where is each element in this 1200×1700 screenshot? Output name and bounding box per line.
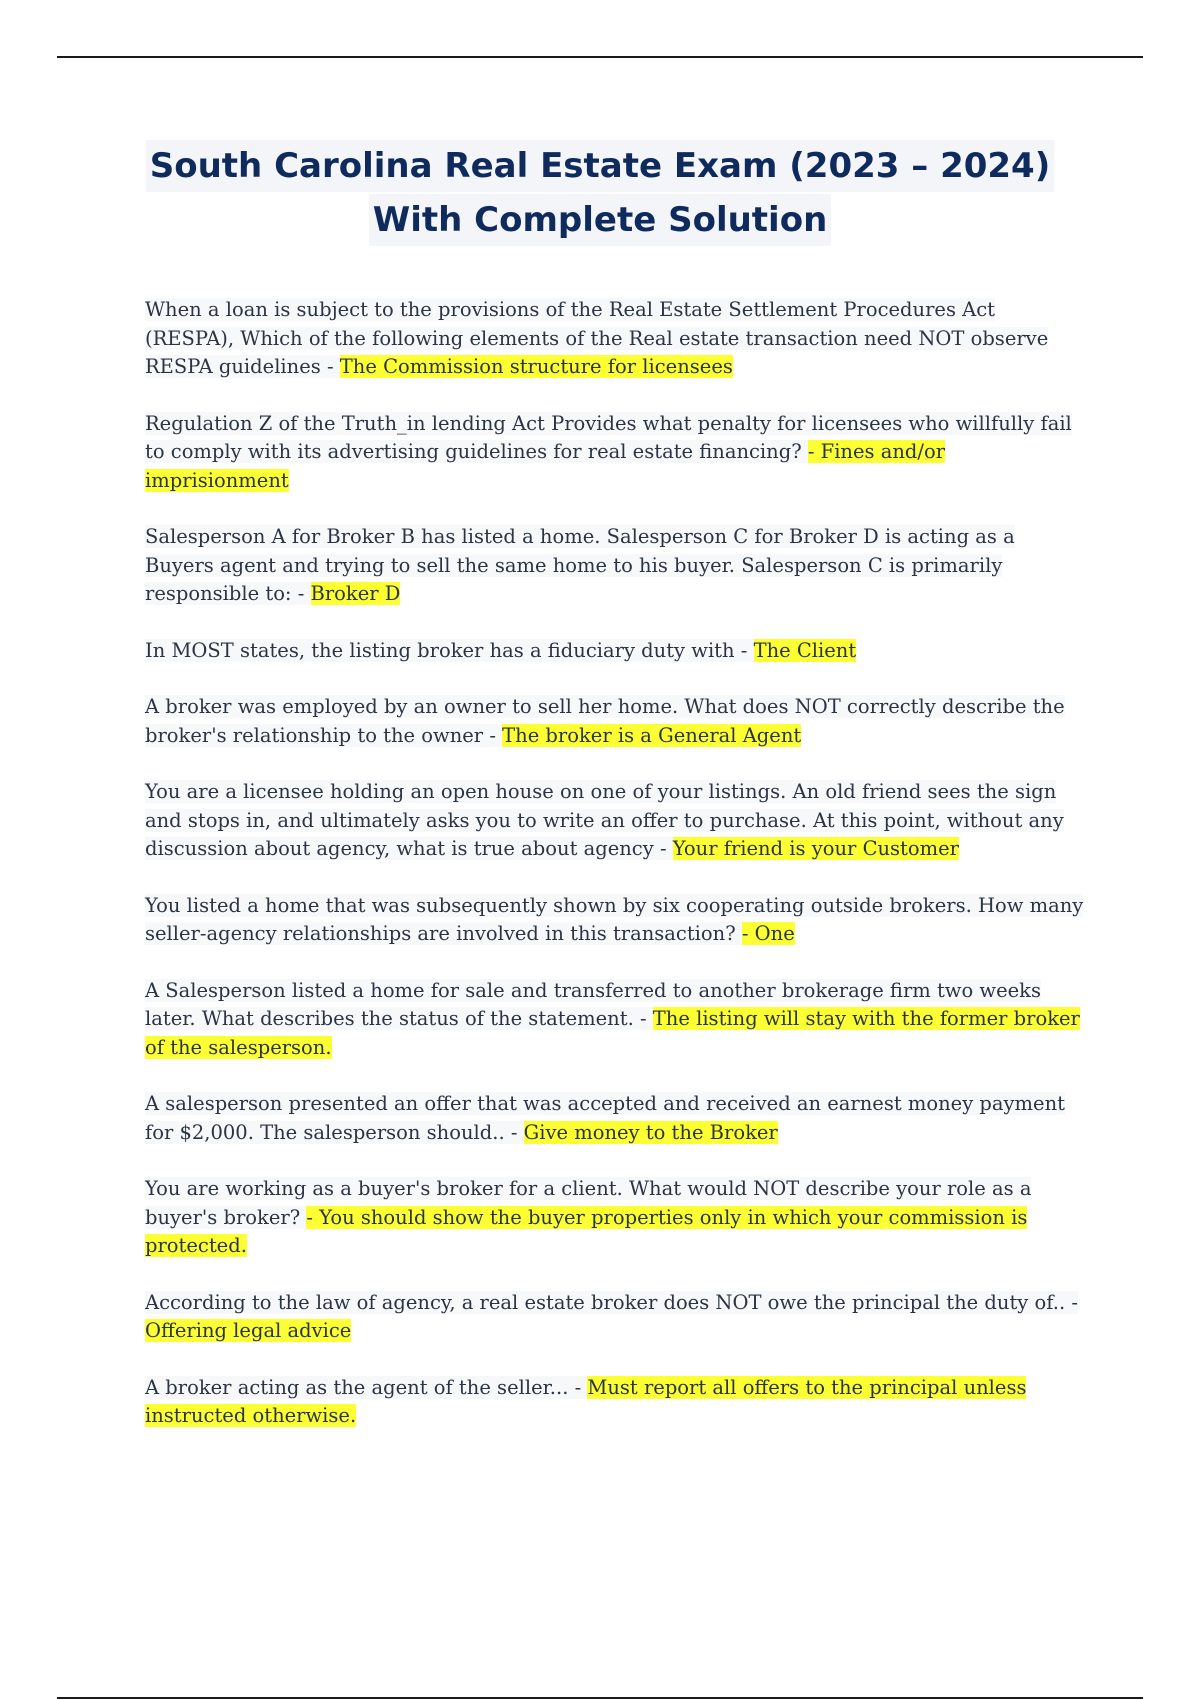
qa-list [145,296,1085,1459]
answer-highlight: Give money to the Broker [523,1120,778,1144]
question-text: A broker was employed by an owner to sell her home. What does NOT correctly describe the broker's relationship to the owner - [145,695,1065,747]
qa-item [145,977,1085,1063]
answer-highlight: - You should show the buyer properties only in which your commission is protected. [145,1205,1028,1257]
document-title [0,140,1200,246]
qa-item [145,1374,1085,1431]
answer-highlight: The listing will stay with the former broker of the salesperson. [145,1007,1080,1059]
qa-item [145,410,1085,496]
qa-item [145,523,1085,609]
top-rule [57,56,1143,58]
answer-highlight: The broker is a General Agent [502,723,802,747]
question-text: Salesperson A for Broker B has listed a home. Salesperson C for Broker D is acting as a Buyers agent and trying to sell the same home to his buyer. Salesperson C is primarily responsible to: - [145,525,1015,605]
qa-item [145,892,1085,949]
answer-highlight: - One [741,922,795,945]
qa-item [145,1090,1085,1147]
answer-highlight: The Client [753,638,857,662]
qa-item [145,1289,1085,1346]
question-text: A Salesperson listed a home for sale and transferred to another brokerage firm two weeks later. What describes the status of the statement. - [145,978,1042,1030]
answer-highlight: Offering legal advice [145,1319,352,1342]
qa-item [145,693,1085,750]
question-text: You are working as a buyer's broker for a client. What would NOT describe your role as a buyer's broker? [145,1177,1032,1229]
question-text: You are a licensee holding an open house on one of your listings. An old friend sees the sign and stops in, and ultimately asks you to write an offer to purchase. At this point, without any discussion about agency, what is true about agency - [145,780,1064,860]
question-text: According to the law of agency, a real estate broker does NOT owe the principal the duty of.. - [145,1290,1078,1314]
answer-highlight: - Fines and/or imprisionment [145,440,946,492]
question-text: A salesperson presented an offer that was accepted and received an earnest money payment for $2,000. The salesperson should.. - [145,1092,1065,1144]
bottom-rule [57,1697,1143,1699]
answer-highlight: Must report all offers to the principal unless instructed otherwise. [145,1375,1027,1427]
title-line-2: With Complete Solution [369,194,832,246]
qa-item [145,778,1085,864]
qa-item [145,637,1085,666]
answer-highlight: Broker D [310,582,401,605]
title-line-1: South Carolina Real Estate Exam (2023 – 2024) [146,140,1055,192]
question-text: When a loan is subject to the provisions of the Real Estate Settlement Procedures Act (RESPA), Which of the following elements of the Real estate transaction need NOT observe RESPA guidelines - [145,298,1049,378]
question-text: A broker acting as the agent of the seller... - [145,1375,582,1399]
answer-highlight: Your friend is your Customer [672,837,959,860]
qa-item [145,296,1085,382]
question-text: Regulation Z of the Truth_in lending Act Provides what penalty for licensees who willfully fail to comply with its advertising guidelines for real estate financing? [145,411,1072,463]
question-text: You listed a home that was subsequently shown by six cooperating outside brokers. How many seller-agency relationships are involved in this transaction? [145,893,1084,945]
answer-highlight: The Commission structure for licensees [339,355,733,378]
question-text: In MOST states, the listing broker has a fiduciary duty with - [145,638,748,662]
qa-item [145,1175,1085,1261]
